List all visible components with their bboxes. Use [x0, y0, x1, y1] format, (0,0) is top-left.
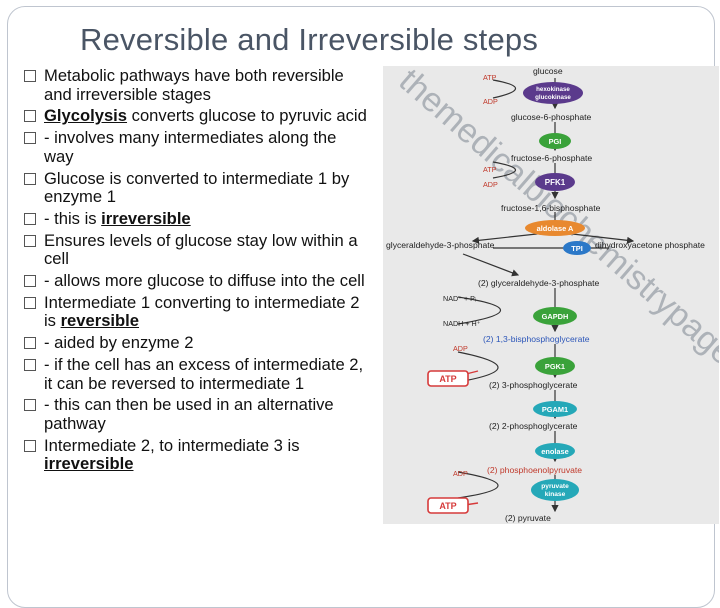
- bullet-item: [24, 67, 369, 104]
- cofactor-nad: NAD⁺ + Pᵢ: [443, 294, 477, 303]
- svg-text:enolase: enolase: [541, 447, 569, 456]
- enzyme-pyruvate-kinase: [531, 479, 579, 501]
- bullet-item: [24, 170, 369, 207]
- enzyme-pgi: [539, 133, 571, 149]
- enzyme-pfk1: [535, 173, 575, 191]
- bullet-text: Intermediate 1 converting to intermediate 2 is: [44, 292, 360, 331]
- bullet-text: - allows more glucose to diffuse into the cell: [44, 271, 365, 291]
- cofactor-atp-2: ATP: [483, 165, 497, 174]
- cofactor-adp-4: ADP: [453, 469, 468, 478]
- enzyme-pgk1: [535, 357, 575, 375]
- enzyme-enolase: [535, 443, 575, 459]
- bullet-item: [24, 356, 369, 393]
- enzyme-tpi: [563, 241, 591, 255]
- svg-text:glucokinase: glucokinase: [535, 94, 571, 101]
- bullet-text: - involves many intermediates along the way: [44, 128, 337, 166]
- metabolite-pyruvate: (2) pyruvate: [505, 513, 551, 523]
- atp-box-1: [428, 371, 468, 386]
- bullet-emphasis: irreversible: [101, 208, 191, 228]
- metabolite-2pg: (2) 2-phosphoglycerate: [489, 421, 578, 431]
- checkbox-bullet-icon: [24, 110, 36, 122]
- cofactor-nadh: NADH + H⁺: [443, 319, 481, 328]
- bullet-emphasis: irreversible: [44, 454, 134, 474]
- enzyme-hexokinase: [523, 82, 583, 104]
- svg-text:PFK1: PFK1: [544, 178, 566, 187]
- bullet-text-post: converts glucose to pyruvic acid: [127, 106, 367, 126]
- checkbox-bullet-icon: [24, 275, 36, 287]
- bullet-text: - this can then be used in an alternative pathway: [44, 395, 334, 433]
- checkbox-bullet-icon: [24, 337, 36, 349]
- checkbox-bullet-icon: [24, 213, 36, 225]
- slide-title: Reversible and Irreversible steps: [80, 22, 539, 57]
- bullet-item: [24, 129, 369, 166]
- svg-text:aldolase A: aldolase A: [536, 224, 574, 233]
- bullet-item: [24, 210, 369, 229]
- bullet-text: - this is: [44, 208, 102, 228]
- checkbox-bullet-icon: [24, 440, 36, 452]
- svg-text:TPI: TPI: [571, 244, 583, 253]
- bullet-item: [24, 294, 369, 331]
- cofactor-adp-1: ADP: [483, 97, 498, 106]
- bullet-item: [24, 437, 369, 474]
- checkbox-bullet-icon: [24, 399, 36, 411]
- metabolite-bpg: (2) 1,3-bisphosphoglycerate: [483, 334, 590, 344]
- bullet-text: - aided by enzyme 2: [44, 333, 194, 353]
- bullet-list: [24, 67, 369, 477]
- bullet-item: [24, 107, 369, 126]
- checkbox-bullet-icon: [24, 297, 36, 309]
- bullet-item: [24, 396, 369, 433]
- cofactor-adp-3: ADP: [453, 344, 468, 353]
- svg-text:PGK1: PGK1: [544, 362, 566, 371]
- atp-box-2: [428, 498, 468, 513]
- svg-text:ATP: ATP: [439, 501, 457, 511]
- svg-text:kinase: kinase: [544, 491, 566, 498]
- metabolite-pep: (2) phosphoenolpyruvate: [487, 465, 583, 475]
- svg-text:pyruvate: pyruvate: [541, 483, 569, 490]
- bullet-item: [24, 272, 369, 291]
- bullet-item: [24, 232, 369, 269]
- svg-text:PGI: PGI: [548, 137, 562, 146]
- bullet-text: Glucose is converted to intermediate 1 by enzyme 1: [44, 168, 350, 207]
- svg-text:hexokinase: hexokinase: [536, 86, 570, 93]
- bullet-emphasis: Glycolysis: [44, 106, 128, 126]
- bullet-text: Metabolic pathways have both reversible and irreversible stages: [44, 66, 344, 104]
- svg-text:GAPDH: GAPDH: [541, 312, 569, 321]
- metabolite-g6p: glucose-6-phosphate: [511, 112, 592, 122]
- enzyme-aldolase: [525, 220, 585, 236]
- checkbox-bullet-icon: [24, 235, 36, 247]
- metabolite-glucose: glucose: [533, 66, 563, 76]
- bullet-text: - if the cell has an excess of intermediate 2, it can be reversed to intermediate 1: [44, 355, 364, 393]
- glycolysis-diagram: [383, 66, 719, 524]
- cofactor-atp-1: ATP: [483, 73, 497, 82]
- metabolite-2g3p: (2) glyceraldehyde-3-phosphate: [478, 278, 600, 288]
- svg-text:ATP: ATP: [439, 374, 457, 384]
- bullet-text: Intermediate 2, to intermediate 3 is: [44, 435, 300, 455]
- bullet-item: [24, 334, 369, 353]
- metabolite-3pg: (2) 3-phosphoglycerate: [489, 380, 578, 390]
- enzyme-gapdh: [533, 307, 577, 325]
- checkbox-bullet-icon: [24, 359, 36, 371]
- checkbox-bullet-icon: [24, 70, 36, 82]
- checkbox-bullet-icon: [24, 173, 36, 185]
- enzyme-pgam1: [533, 401, 577, 417]
- svg-text:PGAM1: PGAM1: [541, 405, 569, 414]
- metabolite-dhap: dihydroxyacetone phosphate: [595, 240, 705, 250]
- checkbox-bullet-icon: [24, 132, 36, 144]
- glycolysis-pathway-svg: [383, 66, 719, 524]
- metabolite-g3p: glyceraldehyde-3-phosphate: [386, 240, 495, 250]
- bullet-emphasis: reversible: [60, 311, 140, 331]
- metabolite-f6p: fructose-6-phosphate: [511, 153, 593, 163]
- metabolite-f16bp: fructose-1,6-bisphosphate: [501, 203, 601, 213]
- bullet-text: Ensures levels of glucose stay low within a cell: [44, 230, 358, 269]
- cofactor-adp-2: ADP: [483, 180, 498, 189]
